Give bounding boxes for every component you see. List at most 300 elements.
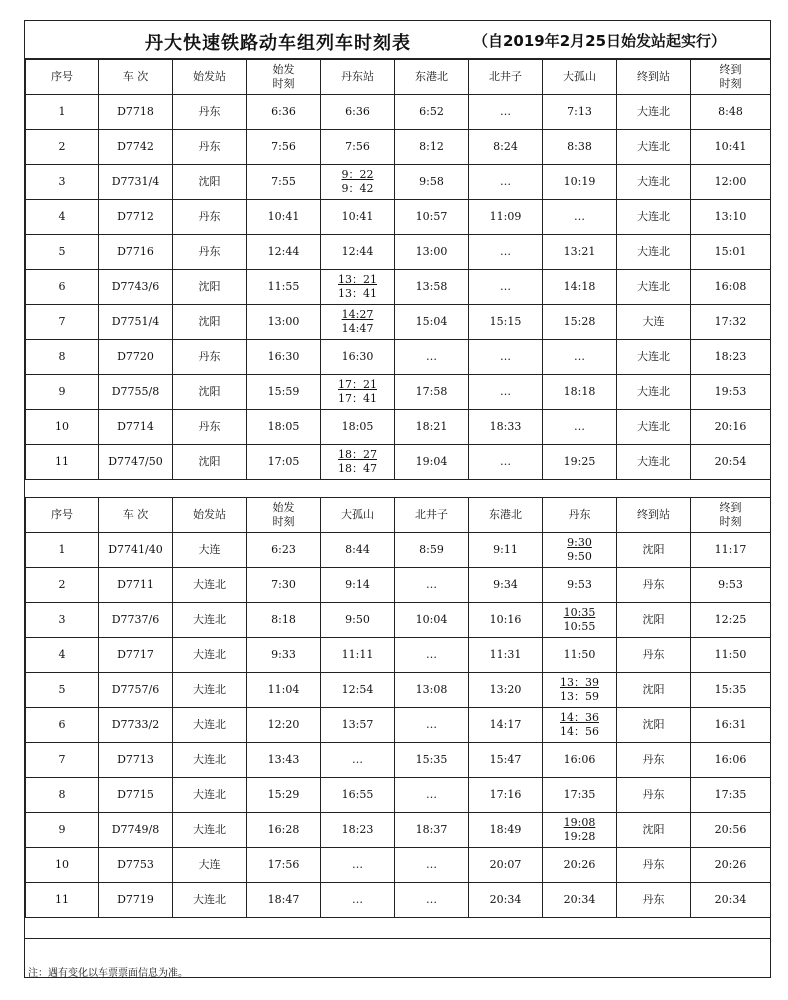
cell-train: D7757/6: [99, 673, 173, 708]
cell-seq: 2: [26, 568, 99, 603]
cell-s4: 8:38: [543, 130, 617, 165]
cell-depart: 8:18: [247, 603, 321, 638]
cell-s3: 11:31: [469, 638, 543, 673]
table-row: [26, 235, 771, 270]
departure-time: 17：41: [338, 392, 377, 405]
column-header-s4: [543, 60, 617, 95]
cell-depart: 13:43: [247, 743, 321, 778]
southbound-table: [25, 59, 771, 480]
cell-s3: 17:16: [469, 778, 543, 813]
cell-arrive: 15:35: [691, 673, 771, 708]
cell-s1: 12:54: [321, 673, 395, 708]
cell-origin: 丹东: [173, 235, 247, 270]
cell-dest: 大连北: [617, 200, 691, 235]
cell-dest: 沈阳: [617, 673, 691, 708]
note-row: [25, 938, 770, 979]
cell-s1: 16:30: [321, 340, 395, 375]
cell-s1: [321, 165, 395, 200]
title-row: [25, 21, 770, 59]
cell-train: D7713: [99, 743, 173, 778]
column-header-depart: [247, 60, 321, 95]
table-row: [26, 95, 771, 130]
cell-train: D7737/6: [99, 603, 173, 638]
cell-s3: 15:15: [469, 305, 543, 340]
cell-dest: 丹东: [617, 883, 691, 918]
cell-s4: 16:06: [543, 743, 617, 778]
header-text: 车 次: [122, 508, 149, 521]
cell-s1: [321, 375, 395, 410]
header-text: 始发: [272, 63, 295, 76]
table-row: [26, 603, 771, 638]
cell-dest: 大连北: [617, 130, 691, 165]
cell-s4: 20:26: [543, 848, 617, 883]
cell-s3: …: [469, 95, 543, 130]
cell-depart: 6:36: [247, 95, 321, 130]
header-text: 时刻: [272, 515, 295, 528]
column-header-s3: [469, 498, 543, 533]
arrival-time: 10:35: [563, 606, 596, 619]
cell-train: D7749/8: [99, 813, 173, 848]
cell-s2: 18:21: [395, 410, 469, 445]
cell-s3: …: [469, 235, 543, 270]
cell-s1: 18:05: [321, 410, 395, 445]
cell-seq: 11: [26, 445, 99, 480]
cell-depart: 9:33: [247, 638, 321, 673]
cell-train: D7743/6: [99, 270, 173, 305]
cell-s1: …: [321, 743, 395, 778]
cell-s4: 10:19: [543, 165, 617, 200]
departure-time: 13：41: [338, 287, 377, 300]
cell-seq: 1: [26, 533, 99, 568]
page-title: 丹大快速铁路动车组列车时刻表: [145, 33, 411, 54]
cell-arrive: 11:17: [691, 533, 771, 568]
effective-date: （自2019年2月25日始发站起实行）: [473, 32, 727, 50]
table-row: [26, 673, 771, 708]
arrival-time: 19:08: [563, 816, 596, 829]
cell-arrive: 15:01: [691, 235, 771, 270]
cell-arrive: 10:41: [691, 130, 771, 165]
cell-depart: 12:20: [247, 708, 321, 743]
cell-s2: 19:04: [395, 445, 469, 480]
cell-train: D7751/4: [99, 305, 173, 340]
departure-time: 10:55: [563, 620, 596, 633]
cell-depart: 18:47: [247, 883, 321, 918]
cell-depart: 13:00: [247, 305, 321, 340]
column-header-seq: [26, 60, 99, 95]
cell-s1: [321, 445, 395, 480]
cell-arrive: 19:53: [691, 375, 771, 410]
cell-origin: 大连北: [173, 638, 247, 673]
table-row: [26, 410, 771, 445]
table-row: [26, 200, 771, 235]
cell-s4: 9:53: [543, 568, 617, 603]
cell-seq: 10: [26, 848, 99, 883]
cell-seq: 2: [26, 130, 99, 165]
cell-s2: …: [395, 568, 469, 603]
cell-s1: 18:23: [321, 813, 395, 848]
cell-s3: 9:34: [469, 568, 543, 603]
cell-dest: 丹东: [617, 848, 691, 883]
header-text: 丹东站: [341, 70, 374, 83]
arrival-time: 13：21: [338, 273, 377, 286]
cell-s2: 15:35: [395, 743, 469, 778]
cell-s3: 11:09: [469, 200, 543, 235]
arrival-time: 17：21: [338, 378, 377, 391]
table-row: [26, 375, 771, 410]
cell-train: D7717: [99, 638, 173, 673]
cell-s3: 14:17: [469, 708, 543, 743]
header-text: 终到: [719, 501, 742, 514]
cell-s1: 8:44: [321, 533, 395, 568]
cell-s4: 7:13: [543, 95, 617, 130]
cell-arrive: 17:35: [691, 778, 771, 813]
cell-depart: 12:44: [247, 235, 321, 270]
cell-origin: 丹东: [173, 200, 247, 235]
cell-seq: 1: [26, 95, 99, 130]
cell-seq: 7: [26, 743, 99, 778]
cell-s4: [543, 603, 617, 638]
column-header-s3: [469, 60, 543, 95]
header-text: 东港北: [415, 70, 448, 83]
cell-s2: …: [395, 883, 469, 918]
cell-arrive: 20:16: [691, 410, 771, 445]
cell-s1: 11:11: [321, 638, 395, 673]
cell-s1: [321, 270, 395, 305]
cell-origin: 大连北: [173, 813, 247, 848]
cell-dest: 沈阳: [617, 603, 691, 638]
cell-dest: 沈阳: [617, 533, 691, 568]
northbound-table: [25, 497, 771, 918]
cell-s2: 13:08: [395, 673, 469, 708]
header-text: 序号: [51, 508, 73, 521]
cell-seq: 4: [26, 638, 99, 673]
cell-arrive: 11:50: [691, 638, 771, 673]
cell-s4: …: [543, 340, 617, 375]
cell-origin: 沈阳: [173, 445, 247, 480]
cell-dest: 丹东: [617, 778, 691, 813]
header-text: 序号: [51, 70, 73, 83]
cell-origin: 沈阳: [173, 165, 247, 200]
table-row: [26, 270, 771, 305]
cell-s2: 10:04: [395, 603, 469, 638]
header-row: [26, 498, 771, 533]
departure-time: 14：56: [560, 725, 599, 738]
arrival-time: 9：22: [341, 168, 374, 181]
cell-train: D7716: [99, 235, 173, 270]
cell-train: D7731/4: [99, 165, 173, 200]
cell-depart: 7:30: [247, 568, 321, 603]
cell-s3: …: [469, 375, 543, 410]
column-header-seq: [26, 498, 99, 533]
cell-depart: 11:04: [247, 673, 321, 708]
column-header-dest: [617, 60, 691, 95]
column-header-origin: [173, 498, 247, 533]
cell-s3: …: [469, 270, 543, 305]
header-text: 时刻: [719, 515, 742, 528]
cell-depart: 18:05: [247, 410, 321, 445]
cell-s2: 8:12: [395, 130, 469, 165]
cell-seq: 3: [26, 165, 99, 200]
header-text: 东港北: [489, 508, 522, 521]
cell-origin: 大连: [173, 533, 247, 568]
arrival-time: 18：27: [338, 448, 377, 461]
column-header-dest: [617, 498, 691, 533]
cell-dest: 大连北: [617, 375, 691, 410]
cell-s1: 9:14: [321, 568, 395, 603]
table-row: [26, 130, 771, 165]
cell-seq: 11: [26, 883, 99, 918]
column-header-origin: [173, 60, 247, 95]
cell-dest: 大连: [617, 305, 691, 340]
header-text: 始发站: [193, 70, 226, 83]
cell-train: D7742: [99, 130, 173, 165]
cell-s3: 20:34: [469, 883, 543, 918]
table-row: [26, 813, 771, 848]
timetable-sheet: [24, 20, 771, 978]
cell-train: D7711: [99, 568, 173, 603]
header-row: [26, 60, 771, 95]
cell-s4: [543, 533, 617, 568]
cell-arrive: 8:48: [691, 95, 771, 130]
table-row: [26, 533, 771, 568]
cell-s1: 7:56: [321, 130, 395, 165]
header-text: 时刻: [272, 77, 295, 90]
cell-s4: 17:35: [543, 778, 617, 813]
cell-depart: 15:29: [247, 778, 321, 813]
cell-s2: 9:58: [395, 165, 469, 200]
cell-depart: 16:28: [247, 813, 321, 848]
cell-train: D7755/8: [99, 375, 173, 410]
cell-s3: 9:11: [469, 533, 543, 568]
cell-origin: 沈阳: [173, 305, 247, 340]
cell-s4: …: [543, 410, 617, 445]
column-header-s2: [395, 498, 469, 533]
cell-dest: 丹东: [617, 638, 691, 673]
cell-arrive: 13:10: [691, 200, 771, 235]
cell-s1: 9:50: [321, 603, 395, 638]
cell-train: D7714: [99, 410, 173, 445]
cell-seq: 5: [26, 235, 99, 270]
cell-dest: 丹东: [617, 568, 691, 603]
cell-s2: 10:57: [395, 200, 469, 235]
cell-s1: [321, 305, 395, 340]
cell-s3: 18:49: [469, 813, 543, 848]
cell-s1: …: [321, 883, 395, 918]
column-header-s1: [321, 498, 395, 533]
cell-arrive: 16:31: [691, 708, 771, 743]
cell-s4: 15:28: [543, 305, 617, 340]
cell-train: D7747/50: [99, 445, 173, 480]
cell-s2: 6:52: [395, 95, 469, 130]
cell-seq: 3: [26, 603, 99, 638]
column-header-s2: [395, 60, 469, 95]
cell-origin: 沈阳: [173, 270, 247, 305]
cell-train: D7715: [99, 778, 173, 813]
cell-s2: …: [395, 708, 469, 743]
cell-s2: 8:59: [395, 533, 469, 568]
header-text: 车 次: [122, 70, 149, 83]
arrival-time: 14:27: [341, 308, 374, 321]
cell-s3: 15:47: [469, 743, 543, 778]
cell-seq: 4: [26, 200, 99, 235]
header-text: 终到站: [637, 508, 670, 521]
cell-s4: …: [543, 200, 617, 235]
cell-arrive: 16:06: [691, 743, 771, 778]
cell-depart: 6:23: [247, 533, 321, 568]
header-text: 大孤山: [341, 508, 374, 521]
cell-origin: 大连北: [173, 568, 247, 603]
cell-dest: 丹东: [617, 743, 691, 778]
cell-dest: 大连北: [617, 410, 691, 445]
cell-depart: 7:56: [247, 130, 321, 165]
cell-s4: 13:21: [543, 235, 617, 270]
cell-s2: 18:37: [395, 813, 469, 848]
cell-depart: 15:59: [247, 375, 321, 410]
cell-dest: 大连北: [617, 340, 691, 375]
cell-depart: 10:41: [247, 200, 321, 235]
header-text: 丹东: [568, 508, 591, 521]
header-text: 终到: [719, 63, 742, 76]
cell-s4: 19:25: [543, 445, 617, 480]
cell-origin: 大连北: [173, 708, 247, 743]
cell-s2: …: [395, 778, 469, 813]
cell-s3: 20:07: [469, 848, 543, 883]
cell-origin: 大连北: [173, 673, 247, 708]
cell-s1: 13:57: [321, 708, 395, 743]
cell-seq: 9: [26, 375, 99, 410]
cell-train: D7741/40: [99, 533, 173, 568]
cell-seq: 8: [26, 778, 99, 813]
cell-s1: 10:41: [321, 200, 395, 235]
footnote: 注：遇有变化以车票票面信息为准。: [28, 968, 188, 979]
table-row: [26, 638, 771, 673]
cell-origin: 丹东: [173, 130, 247, 165]
cell-origin: 丹东: [173, 410, 247, 445]
table-row: [26, 165, 771, 200]
cell-s4: 14:18: [543, 270, 617, 305]
column-header-train: [99, 60, 173, 95]
cell-seq: 6: [26, 708, 99, 743]
cell-depart: 16:30: [247, 340, 321, 375]
cell-seq: 10: [26, 410, 99, 445]
cell-train: D7718: [99, 95, 173, 130]
departure-time: 19:28: [563, 830, 596, 843]
cell-s2: …: [395, 848, 469, 883]
arrival-time: 13：39: [560, 676, 599, 689]
cell-dest: 大连北: [617, 235, 691, 270]
table-row: [26, 883, 771, 918]
cell-origin: 大连北: [173, 883, 247, 918]
cell-dest: 大连北: [617, 270, 691, 305]
header-text: 始发: [272, 501, 295, 514]
cell-arrive: 12:25: [691, 603, 771, 638]
cell-arrive: 17:32: [691, 305, 771, 340]
cell-origin: 大连北: [173, 743, 247, 778]
cell-s3: …: [469, 340, 543, 375]
table-row: [26, 708, 771, 743]
cell-depart: 17:05: [247, 445, 321, 480]
column-header-train: [99, 498, 173, 533]
cell-origin: 大连: [173, 848, 247, 883]
cell-train: D7753: [99, 848, 173, 883]
cell-s4: [543, 708, 617, 743]
table-row: [26, 568, 771, 603]
cell-depart: 7:55: [247, 165, 321, 200]
header-text: 始发站: [193, 508, 226, 521]
column-header-s1: [321, 60, 395, 95]
table-row: [26, 305, 771, 340]
cell-s1: …: [321, 848, 395, 883]
cell-dest: 大连北: [617, 95, 691, 130]
column-header-s4: [543, 498, 617, 533]
cell-arrive: 9:53: [691, 568, 771, 603]
cell-train: D7712: [99, 200, 173, 235]
cell-seq: 9: [26, 813, 99, 848]
cell-train: D7719: [99, 883, 173, 918]
cell-depart: 17:56: [247, 848, 321, 883]
cell-s3: …: [469, 165, 543, 200]
cell-origin: 大连北: [173, 778, 247, 813]
cell-s3: …: [469, 445, 543, 480]
cell-dest: 大连北: [617, 165, 691, 200]
cell-origin: 丹东: [173, 95, 247, 130]
cell-s3: 10:16: [469, 603, 543, 638]
cell-arrive: 12:00: [691, 165, 771, 200]
departure-time: 18：47: [338, 462, 377, 475]
cell-s1: 16:55: [321, 778, 395, 813]
table-row: [26, 743, 771, 778]
arrival-time: 9:30: [567, 536, 592, 549]
header-text: 时刻: [719, 77, 742, 90]
departure-time: 9：42: [341, 182, 374, 195]
cell-arrive: 20:26: [691, 848, 771, 883]
arrival-time: 14：36: [560, 711, 599, 724]
column-header-arrive: [691, 498, 771, 533]
departure-time: 9:50: [567, 550, 592, 563]
departure-time: 14:47: [341, 322, 374, 335]
cell-arrive: 20:54: [691, 445, 771, 480]
cell-seq: 5: [26, 673, 99, 708]
cell-train: D7733/2: [99, 708, 173, 743]
cell-arrive: 20:34: [691, 883, 771, 918]
cell-s1: 12:44: [321, 235, 395, 270]
header-text: 大孤山: [563, 70, 596, 83]
header-text: 北井子: [489, 70, 522, 83]
cell-s3: 8:24: [469, 130, 543, 165]
cell-s4: 20:34: [543, 883, 617, 918]
cell-s2: 13:58: [395, 270, 469, 305]
table-row: [26, 848, 771, 883]
departure-time: 13：59: [560, 690, 599, 703]
cell-origin: 大连北: [173, 603, 247, 638]
table-row: [26, 778, 771, 813]
column-header-arrive: [691, 60, 771, 95]
table-row: [26, 445, 771, 480]
cell-s3: 13:20: [469, 673, 543, 708]
cell-s1: 6:36: [321, 95, 395, 130]
cell-s4: 18:18: [543, 375, 617, 410]
cell-s4: 11:50: [543, 638, 617, 673]
cell-origin: 沈阳: [173, 375, 247, 410]
cell-arrive: 16:08: [691, 270, 771, 305]
cell-seq: 7: [26, 305, 99, 340]
cell-s2: …: [395, 638, 469, 673]
cell-s2: 13:00: [395, 235, 469, 270]
cell-seq: 8: [26, 340, 99, 375]
table-row: [26, 340, 771, 375]
cell-s4: [543, 673, 617, 708]
cell-s2: 15:04: [395, 305, 469, 340]
